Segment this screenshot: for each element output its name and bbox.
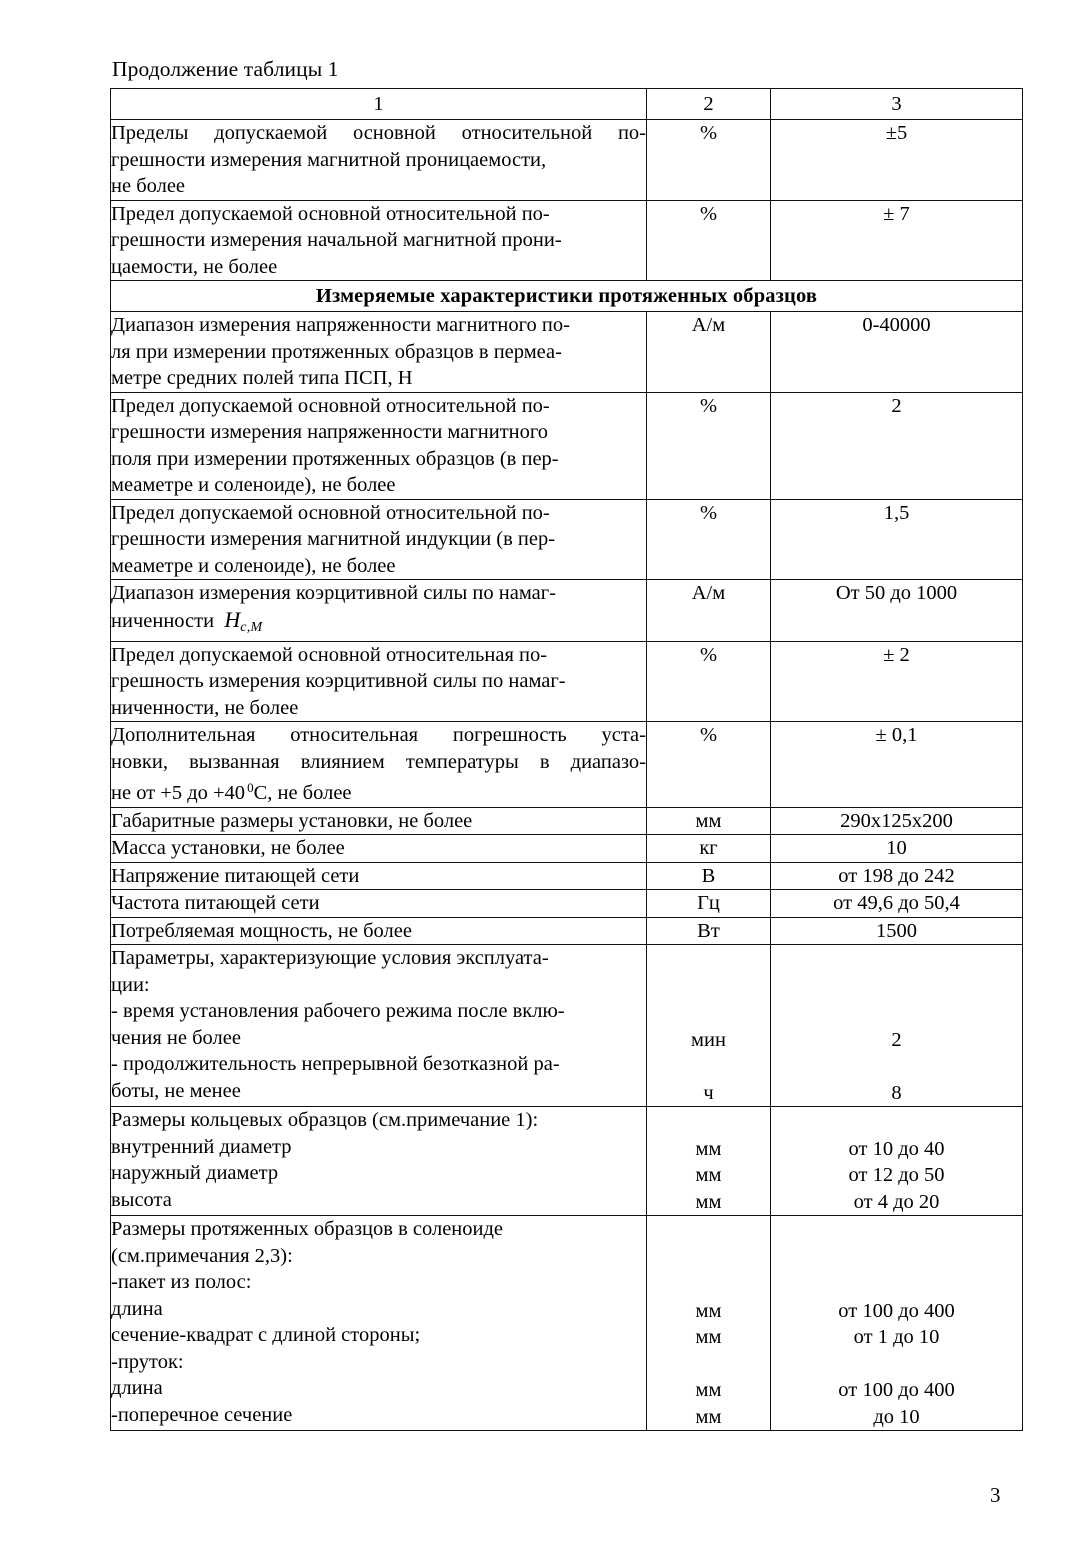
desc-line: грешности измерения напряженности магнитного <box>111 421 549 443</box>
table-row <box>111 1107 1023 1216</box>
row-description <box>111 641 647 722</box>
desc-line: грешности измерения начальной магнитной прони- <box>111 229 562 251</box>
desc-line: не более <box>111 175 186 197</box>
value-entry: 2 <box>891 1028 902 1051</box>
desc-line: Предел допускаемой основной относительной по- <box>111 202 550 225</box>
row-unit: % <box>647 200 771 281</box>
column-number-2: 2 <box>647 89 771 120</box>
desc-line: Размеры протяженных образцов в соленоиде <box>111 1218 504 1241</box>
value-entry: 8 <box>891 1081 902 1104</box>
desc-line: -пруток: <box>111 1350 184 1373</box>
column-number-1: 1 <box>111 89 647 120</box>
desc-line: Размеры кольцевых образцов (см.примечание 1): <box>111 1109 539 1132</box>
desc-line: внутренний диаметр <box>111 1135 292 1158</box>
desc-line: меаметре и соленоиде), не более <box>111 554 396 577</box>
desc-line-with-symbol <box>111 775 646 806</box>
row-unit: А/м <box>647 580 771 642</box>
row-description <box>111 392 647 499</box>
degree-superscript: 0 <box>247 780 254 796</box>
row-unit <box>647 945 771 1107</box>
desc-line: ля при измерении протяженных образцов в пермеа- <box>111 340 562 363</box>
table-row <box>111 890 1023 918</box>
row-description <box>111 722 647 807</box>
row-unit: % <box>647 392 771 499</box>
desc-line: -пакет из полос: <box>111 1271 252 1294</box>
row-unit <box>647 1107 771 1216</box>
row-value <box>771 1107 1023 1216</box>
row-value: ± 2 <box>771 641 1023 722</box>
desc-line: - продолжительность непрерывной безотказной ра- <box>111 1053 560 1076</box>
desc-line: Диапазон измерения напряженности магнитного по- <box>111 314 570 336</box>
desc-line: ниченности, не более <box>111 696 299 719</box>
value-entry: от 10 до 40 <box>848 1137 945 1160</box>
row-description: Масса установки, не более <box>111 835 647 863</box>
table-row <box>111 862 1023 890</box>
unit-value: мм <box>695 1137 722 1160</box>
table-column-number-row <box>111 89 1023 120</box>
value-entry: от 12 до 50 <box>848 1164 945 1187</box>
section-header: Измеряемые характеристики протяженных образцов <box>111 281 1023 312</box>
table-section-header-row <box>111 281 1023 312</box>
row-value: от 198 до 242 <box>771 862 1023 890</box>
row-value: От 50 до 1000 <box>771 580 1023 642</box>
row-unit: Гц <box>647 890 771 918</box>
desc-line: ции: <box>111 973 150 996</box>
row-description: Напряжение питающей сети <box>111 862 647 890</box>
desc-line: метре средних полей типа ПСП, Н <box>111 367 413 389</box>
desc-line: грешность измерения коэрцитивной силы по намаг- <box>111 670 566 693</box>
table-row <box>111 807 1023 835</box>
row-description <box>111 945 647 1107</box>
specification-table <box>110 88 1023 1431</box>
desc-line: Параметры, характеризующие условия эксплуата- <box>111 947 549 970</box>
row-value: от 49,6 до 50,4 <box>771 890 1023 918</box>
desc-line: длина <box>111 1377 163 1400</box>
row-description <box>111 580 647 642</box>
row-value: 0-40000 <box>771 312 1023 393</box>
row-unit: % <box>647 722 771 807</box>
unit-value: мм <box>695 1190 722 1213</box>
row-value: ± 7 <box>771 200 1023 281</box>
desc-line: - время установления рабочего режима после вклю- <box>111 1000 565 1023</box>
row-unit: Вт <box>647 917 771 945</box>
value-entry: от 1 до 10 <box>853 1326 940 1349</box>
row-description <box>111 499 647 580</box>
row-description: Габаритные размеры установки, не более <box>111 807 647 835</box>
desc-line: цаемости, не более <box>111 255 278 278</box>
unit-value: мм <box>695 1299 722 1322</box>
desc-text: не от +5 до +40 <box>111 782 246 805</box>
desc-text: ниченности <box>111 609 215 632</box>
row-value: 10 <box>771 835 1023 863</box>
desc-line: сечение-квадрат с длиной стороны; <box>111 1324 421 1347</box>
row-unit: В <box>647 862 771 890</box>
page-number: 3 <box>990 1483 1001 1507</box>
row-description <box>111 200 647 281</box>
row-description <box>111 120 647 201</box>
row-description <box>111 1216 647 1431</box>
column-number-3: 3 <box>771 89 1023 120</box>
desc-line-with-symbol <box>111 607 646 641</box>
table-row <box>111 835 1023 863</box>
table-caption: Продолжение таблицы 1 <box>112 57 339 81</box>
row-value: 1,5 <box>771 499 1023 580</box>
row-unit: % <box>647 120 771 201</box>
table-row <box>111 392 1023 499</box>
table-row <box>111 580 1023 642</box>
desc-line: Предел допускаемой основной относительной по- <box>111 394 550 417</box>
row-unit: А/м <box>647 312 771 393</box>
table-row <box>111 641 1023 722</box>
desc-line: грешности измерения магнитной проницаемости, <box>111 148 547 171</box>
desc-line: чения не более <box>111 1026 241 1049</box>
row-value <box>771 945 1023 1107</box>
table-row <box>111 722 1023 807</box>
row-value: 290х125х200 <box>771 807 1023 835</box>
row-unit <box>647 1216 771 1431</box>
desc-line: поля при измерении протяженных образцов (в пер- <box>111 447 559 470</box>
unit-value: мм <box>695 1405 722 1428</box>
row-description: Частота питающей сети <box>111 890 647 918</box>
desc-line: Предел допускаемой основной относительная по- <box>111 643 548 666</box>
row-value: 2 <box>771 392 1023 499</box>
row-value: ± 0,1 <box>771 722 1023 807</box>
table-row <box>111 312 1023 393</box>
desc-line: Предел допускаемой основной относительной по- <box>111 501 550 524</box>
unit-value: мм <box>695 1164 722 1187</box>
row-description <box>111 312 647 393</box>
table-row <box>111 120 1023 201</box>
row-unit: % <box>647 499 771 580</box>
row-unit: мм <box>647 807 771 835</box>
desc-text: С, не более <box>253 782 352 805</box>
row-value: ±5 <box>771 120 1023 201</box>
row-description <box>111 1107 647 1216</box>
value-entry: от 100 до 400 <box>838 1299 955 1322</box>
row-value <box>771 1216 1023 1431</box>
desc-line: меаметре и соленоиде), не более <box>111 474 396 496</box>
desc-line: боты, не менее <box>111 1079 241 1102</box>
row-unit: % <box>647 641 771 722</box>
value-entry: от 4 до 20 <box>853 1190 940 1213</box>
unit-value: ч <box>703 1081 714 1104</box>
row-value: 1500 <box>771 917 1023 945</box>
magnetic-coercivity-subscript: c,M <box>240 619 263 635</box>
magnetic-coercivity-symbol: H <box>224 606 241 632</box>
desc-line: -поперечное сечение <box>111 1403 293 1426</box>
unit-value: мм <box>695 1326 722 1349</box>
desc-line: наружный диаметр <box>111 1162 279 1185</box>
value-entry: до 10 <box>873 1405 920 1428</box>
desc-line: Пределы допускаемой основной относительной по- <box>111 122 646 144</box>
row-description: Потребляемая мощность, не более <box>111 917 647 945</box>
desc-line: новки, вызванная влиянием температуры в диапазо- <box>111 750 646 773</box>
table-row <box>111 945 1023 1107</box>
desc-line: высота <box>111 1188 172 1211</box>
desc-line: Дополнительная относительная погрешность уста- <box>111 724 646 747</box>
value-entry: от 100 до 400 <box>838 1379 955 1402</box>
unit-value: мин <box>691 1028 726 1051</box>
desc-line: Диапазон измерения коэрцитивной силы по намаг- <box>111 582 556 604</box>
desc-line: грешности измерения магнитной индукции (в пер- <box>111 528 556 550</box>
table-row <box>111 499 1023 580</box>
row-unit: кг <box>647 835 771 863</box>
table-row <box>111 200 1023 281</box>
table-row <box>111 1216 1023 1431</box>
desc-line: длина <box>111 1297 163 1320</box>
desc-line: (см.примечания 2,3): <box>111 1244 293 1267</box>
unit-value: мм <box>695 1379 722 1402</box>
table-row <box>111 917 1023 945</box>
